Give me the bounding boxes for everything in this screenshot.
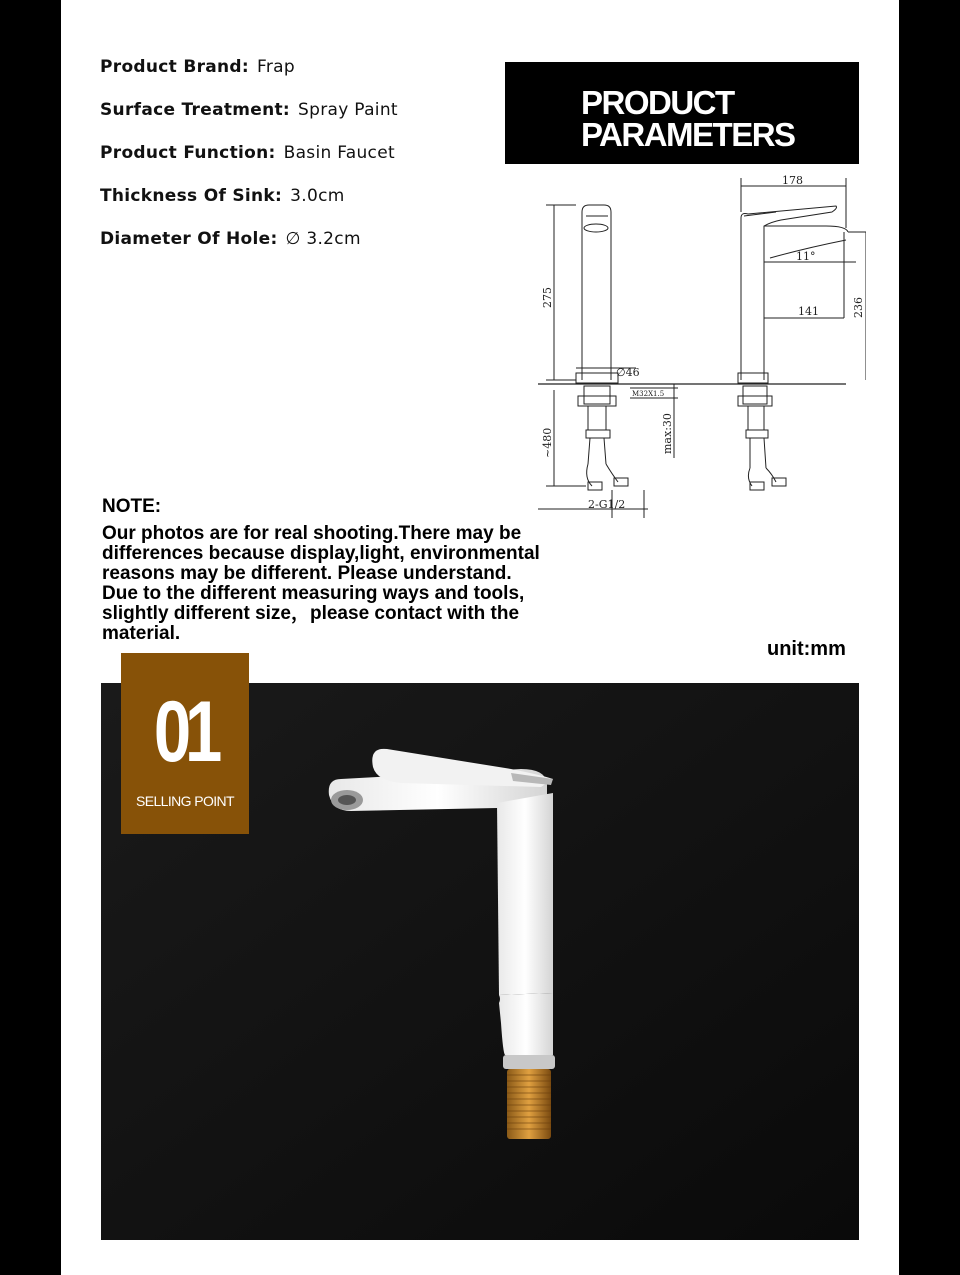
product-page <box>61 0 899 1275</box>
dim-hose-label: ~480 <box>541 427 554 458</box>
selling-point-badge <box>121 653 249 834</box>
note-section <box>102 496 582 644</box>
dim-thread-label: M32X1.5 <box>632 390 665 398</box>
badge-number: 01 <box>153 684 217 780</box>
param-value: Frap <box>257 57 295 77</box>
dim-inlet-label: 2-G1/2 <box>588 498 626 511</box>
param-label: Thickness Of Sink: <box>100 186 283 206</box>
parameters-list <box>100 56 398 271</box>
faucet-dimension-drawing <box>526 168 866 523</box>
param-label: Surface Treatment: <box>100 100 291 120</box>
dim-width-label: 178 <box>782 174 803 187</box>
banner-title-line2: PARAMETERS <box>581 116 795 153</box>
unit-label: unit:mm <box>767 638 846 660</box>
param-label: Product Brand: <box>100 57 249 77</box>
param-row <box>100 142 398 185</box>
note-line: Due to the different measuring ways and tools, <box>102 583 525 604</box>
badge-label: SELLING POINT <box>135 793 234 809</box>
param-row <box>100 99 398 142</box>
param-label: Product Function: <box>100 143 276 163</box>
dim-height-right-label: 236 <box>852 297 865 318</box>
param-value: Basin Faucet <box>283 143 395 163</box>
note-line: reasons may be different. Please understand. <box>102 563 512 584</box>
note-line: slightly different size，please contact with the <box>102 603 520 624</box>
param-row <box>100 185 398 228</box>
dim-reach-label: 141 <box>798 305 819 318</box>
param-value: 3.0cm <box>290 186 345 206</box>
param-value: ∅ 3.2cm <box>285 229 361 249</box>
note-line: differences because display,light, environmental <box>102 543 540 564</box>
param-row <box>100 228 398 271</box>
note-line: Our photos are for real shooting.There may be <box>102 523 522 544</box>
param-label: Diameter Of Hole: <box>100 229 278 249</box>
dim-max-label: max:30 <box>661 413 674 454</box>
product-parameters-banner <box>505 62 859 164</box>
dim-base-label: ∅46 <box>616 366 640 379</box>
param-row <box>100 56 398 99</box>
dim-angle-label: 11° <box>796 250 816 263</box>
note-title: NOTE: <box>102 496 162 517</box>
dim-height-left-label: 275 <box>541 287 554 308</box>
banner-title-line1: PRODUCT <box>581 84 734 121</box>
note-line: material. <box>102 623 181 644</box>
param-value: Spray Paint <box>298 100 398 120</box>
